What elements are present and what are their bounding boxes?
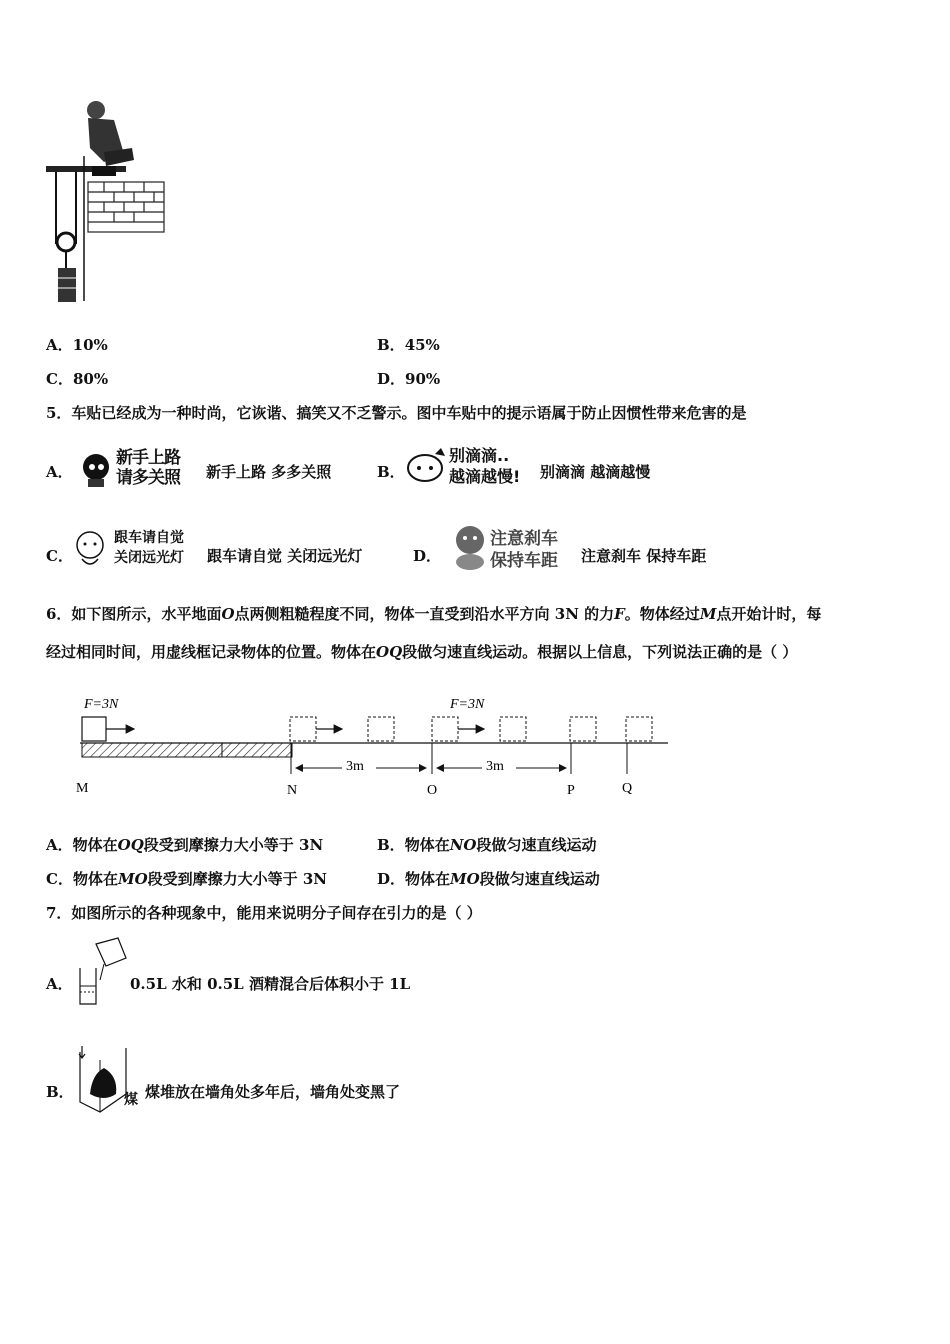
q6-stem-line1: 6．如下图所示，水平地面O点两侧粗糙程度不同，物体一直受到沿水平方向 3N 的力F。物体经过M点开始计时，每 <box>46 605 822 623</box>
q5-sticker-b-line2: 越滴越慢! <box>449 467 521 486</box>
q5-option-c-letter[interactable]: C． <box>46 547 73 565</box>
q4-option-a[interactable]: A．10% <box>46 336 108 354</box>
q7-option-a-text: 0.5L 水和 0.5L 酒精混合后体积小于 1L <box>130 975 411 993</box>
q5-sticker-d-line1: 注意刹车 <box>490 529 558 549</box>
point-label-o: O <box>427 783 438 798</box>
q5-sticker-c-line2: 关闭远光灯 <box>114 550 184 566</box>
point-label-p: P <box>567 783 575 798</box>
q7-stem: 7．如图所示的各种现象中，能用来说明分子间存在引力的是（ ） <box>46 904 482 922</box>
q6-motion-diagram <box>74 688 674 800</box>
q7-option-b-letter[interactable]: B． <box>46 1083 74 1101</box>
q6-option-b[interactable]: B．物体在NO段做匀速直线运动 <box>377 836 597 854</box>
q7-option-b-figure-label: 煤 <box>124 1092 138 1108</box>
q6-option-c[interactable]: C．物体在MO段受到摩擦力大小等于 3N <box>46 870 328 888</box>
q5-sticker-c-line1: 跟车请自觉 <box>114 530 184 546</box>
rough-surface <box>82 743 292 757</box>
point-label-m: M <box>76 781 89 796</box>
q5-sticker-b-line1: 别滴滴.. <box>449 446 510 465</box>
q5-sticker-b <box>405 442 537 486</box>
q5-sticker-c <box>74 525 204 571</box>
beaker-pouring-icon <box>74 936 130 1008</box>
dashed-box-2 <box>368 717 394 741</box>
q4-option-b[interactable]: B．45% <box>377 336 440 354</box>
q7-option-a-letter[interactable]: A． <box>46 975 73 993</box>
q5-option-a-letter[interactable]: A． <box>46 463 73 481</box>
q6-dist-label-1: 3m <box>346 759 364 774</box>
q4-option-d[interactable]: D．90% <box>377 370 441 388</box>
dashed-box-4 <box>500 717 526 741</box>
point-label-q: Q <box>622 781 633 796</box>
block-at-m <box>82 717 106 741</box>
dashed-box-p <box>570 717 596 741</box>
q6-force-label-2: F=3N <box>450 697 485 712</box>
q6-stem-line2: 经过相同时间，用虚线框记录物体的位置。物体在OQ段做匀速直线运动。根据以上信息，下列说法正确的是（ ） <box>46 643 798 661</box>
dashed-box-o <box>432 717 458 741</box>
q6-force-label-1: F=3N <box>84 697 119 712</box>
q7-option-b-text: 煤堆放在墙角处多年后，墙角处变黑了 <box>145 1083 401 1101</box>
q5-option-b-letter[interactable]: B． <box>377 463 405 481</box>
dashed-box-n <box>290 717 316 741</box>
q5-stem: 5．车贴已经成为一种时尚，它诙谐、搞笑又不乏警示。图中车贴中的提示语属于防止因惯性带来危害的是 <box>46 404 747 422</box>
q5-sticker-d-line2: 保持车距 <box>490 551 558 571</box>
q5-sticker-d <box>452 522 572 570</box>
q5-option-d-letter[interactable]: D． <box>413 547 442 565</box>
q5-sticker-a-line1: 新手上路 <box>116 448 180 468</box>
pulley-worker-figure <box>44 96 170 308</box>
q5-option-b-text: 别滴滴 越滴越慢 <box>540 463 651 481</box>
q6-option-a[interactable]: A．物体在OQ段受到摩擦力大小等于 3N <box>46 836 324 854</box>
q6-option-d[interactable]: D．物体在MO段做匀速直线运动 <box>377 870 600 888</box>
point-label-n: N <box>287 783 298 798</box>
coal-corner-icon <box>74 1044 130 1114</box>
q5-sticker-a <box>82 441 202 489</box>
q5-option-d-text: 注意刹车 保持车距 <box>581 547 707 565</box>
q5-sticker-a-line2: 请多关照 <box>116 468 180 488</box>
q4-option-c[interactable]: C．80% <box>46 370 109 388</box>
q5-option-c-text: 跟车请自觉 关闭远光灯 <box>207 547 363 565</box>
q5-option-a-text: 新手上路 多多关照 <box>206 463 332 481</box>
dashed-box-q <box>626 717 652 741</box>
q6-dist-label-2: 3m <box>486 759 504 774</box>
